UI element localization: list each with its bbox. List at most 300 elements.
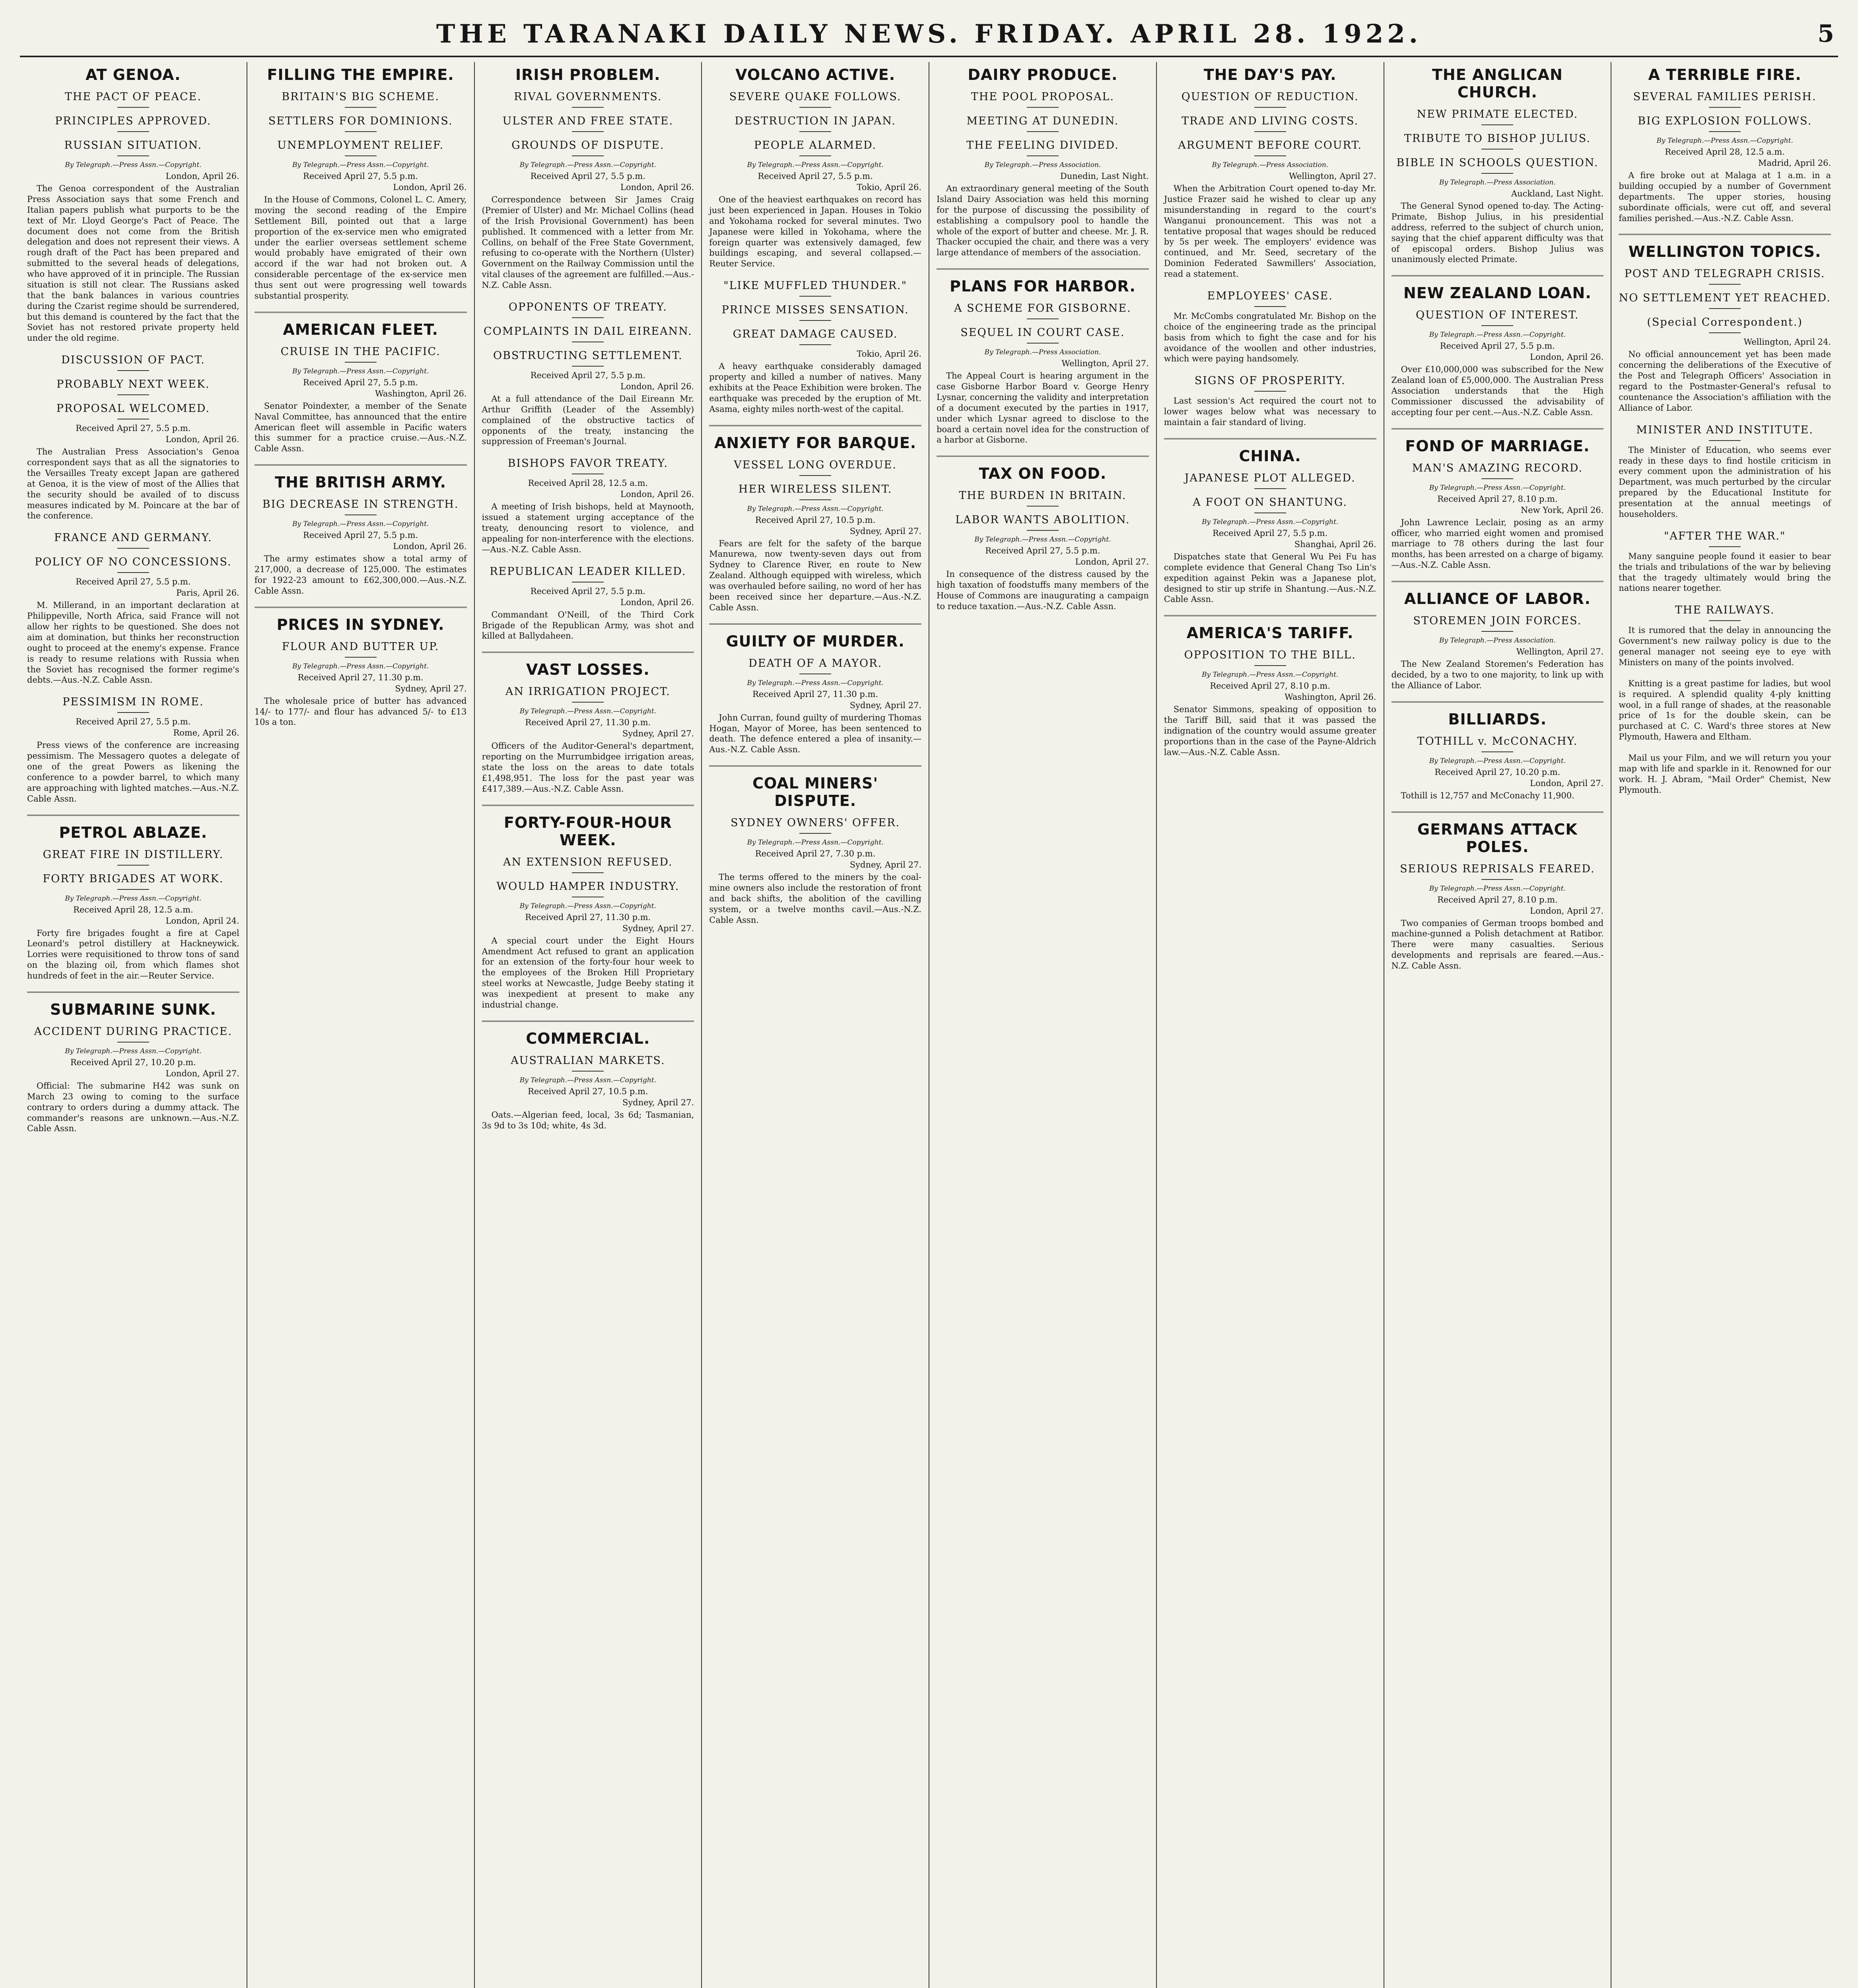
article-subheading: PRINCE MISSES SENSATION.: [721, 304, 909, 316]
article-subheading: VESSEL LONG OVERDUE.: [734, 458, 897, 471]
dash-divider: [345, 155, 377, 156]
dash-divider: [799, 344, 831, 345]
article-subheading: PESSIMISM IN ROME.: [62, 696, 204, 709]
dash-divider: [1027, 343, 1059, 344]
section-divider: [27, 992, 239, 993]
dash-divider: [345, 131, 377, 132]
article-subheading: AUSTRALIAN MARKETS.: [511, 1054, 665, 1067]
article-body: The Genoa correspondent of the Australian Press Association says that some French and Italian papers publish what purports to be the text of Mr. Lloyd George's Pact of Peace. The document does not come from the British delegation and does not represent their views. A rough draft of the Pact has been prepared and submitted to the several heads of delegations, who have approved of it in principle. The Russian situation is still not clear. The Russians asked that the bank balances in various countries during the Czarist regime should be surrendered, but this demand is countered by the fact that the Soviet has not restored private property held under the old regime.: [27, 184, 239, 343]
section-divider: [482, 1021, 694, 1022]
article-body: A fire broke out at Malaga at 1 a.m. in a building occupied by a number of Government departments. The upper stories, housing subordinate officials, were cut off, and several families perished.—Aus.-N.Z. Cable Assn.: [1619, 171, 1831, 223]
article-subheading: NO SETTLEMENT YET REACHED.: [1619, 292, 1831, 305]
article-subheading: ARGUMENT BEFORE COURT.: [1178, 139, 1362, 151]
article-subheading: OPPOSITION TO THE BILL.: [1184, 649, 1356, 662]
article-subheading: AN IRRIGATION PROJECT.: [505, 685, 671, 698]
dash-divider: [1709, 440, 1741, 441]
dash-divider: [1709, 131, 1741, 132]
dash-divider: [1481, 879, 1513, 880]
article-body: Correspondence between Sir James Craig (Premier of Ulster) and Mr. Michael Collins (head of the Irish Provisional Government) has been published. It commenced with a letter from Mr. Collins, on behalf of the Free State Government, refusing to co-operate with the Northern (Ulster) Government on the Railway Commission until the vital clauses of the agreement are fulfilled.—Aus.-N.Z. Cable Assn.: [482, 195, 694, 290]
received-time: Received April 27, 5.5 p.m.: [530, 370, 645, 380]
article-headline: FOND OF MARRIAGE.: [1405, 437, 1590, 455]
article-subheading: A FOOT ON SHANTUNG.: [1193, 496, 1347, 509]
article-subheading: (Special Correspondent.): [1647, 316, 1803, 329]
article-subheading: TRIBUTE TO BISHOP JULIUS.: [1404, 132, 1591, 145]
article-subheading: FLOUR AND BUTTER UP.: [282, 640, 439, 653]
article-body: It is rumored that the delay in announcing the Government's new railway policy is due to the general manager not seeing eye to eye with Ministers on many of the points involved.: [1619, 625, 1831, 667]
article-body: The New Zealand Storemen's Federation has decided, by a two to one majority, to link up with the Alliance of Labor.: [1391, 659, 1604, 690]
article-subheading: AN EXTENSION REFUSED.: [503, 856, 673, 868]
section-divider: [709, 765, 921, 767]
dash-divider: [1481, 173, 1513, 174]
article-body: Dispatches state that General Wu Pei Fu has complete evidence that General Chang Tso Lin's expedition against Pekin was a Japanese plot, designed to stir up strife in Shantung.—Aus.-N.Z. Cable Assn.: [1164, 551, 1376, 604]
section-divider: [1392, 812, 1604, 813]
article-headline: COMMERCIAL.: [526, 1029, 650, 1047]
article: [482, 457, 694, 555]
wire-credit: By Telegraph.—Press Assn.—Copyright.: [1429, 757, 1566, 765]
dateline: Auckland, Last Night.: [1511, 189, 1604, 198]
article: [1164, 66, 1376, 280]
dash-divider: [572, 366, 604, 367]
received-time: Received April 27, 5.5 p.m.: [985, 546, 1100, 556]
wire-credit: By Telegraph.—Press Assn.—Copyright.: [65, 894, 202, 903]
dash-divider: [117, 865, 149, 866]
dateline: Sydney, April 27.: [849, 700, 921, 710]
article: [482, 565, 694, 642]
dateline: Sydney, April 27.: [622, 1097, 694, 1107]
article: [1164, 438, 1376, 605]
article: [709, 765, 921, 925]
dash-divider: [117, 131, 149, 132]
article-body: M. Millerand, in an important declaration at Philippeville, North Africa, said France will not allow her rights to be questioned. She does not aim at domination, but thinks her reconstruction ought to proceed at the enemy's expense. France is ready to resume relations with Russia when the Soviet has recognised the former regime's debts.—Aus.-N.Z. Cable Assn.: [27, 600, 239, 685]
article: [27, 992, 239, 1134]
received-time: Received April 27, 5.5 p.m.: [1213, 528, 1328, 538]
dateline: London, April 26.: [393, 182, 467, 192]
article-subheading: MINISTER AND INSTITUTE.: [1636, 423, 1813, 436]
article-subheading: FRANCE AND GERMANY.: [54, 532, 212, 544]
received-time: Received April 28, 12.5 a.m.: [528, 478, 648, 488]
article-body: Press views of the conference are increasing pessimism. The Messagero quotes a delegate of one of the great Powers as likening the conference to a powder barrel, to which many are approaching with lighted matches.—Aus.-N.Z. Cable Assn.: [27, 740, 239, 804]
dateline: Wellington, April 27.: [1516, 647, 1604, 656]
article-subheading: CRUISE IN THE PACIFIC.: [280, 345, 441, 358]
article-subheading: MAN'S AMAZING RECORD.: [1412, 462, 1583, 474]
dash-divider: [1709, 107, 1741, 108]
dateline: Rome, April 26.: [173, 728, 239, 738]
article-subheading: "LIKE MUFFLED THUNDER.": [723, 280, 908, 292]
article-body: Two companies of German troops bombed and machine-gunned a Polish detachment at Ratibor. There were many casualties. Serious developments and reprisals are feared.—Aus.-N.Z. Cable Assn.: [1391, 918, 1604, 971]
columns: [20, 62, 1838, 1988]
article: [709, 66, 921, 269]
dateline: London, April 26.: [165, 171, 239, 181]
article-body: Fears are felt for the safety of the barque Manurewa, now twenty-seven days out from Sydney to Clarence River, en route to New Zealand. Although equipped with wireless, which was overhauled before sailing, no word of her has been received since her departure.—Aus.-N.Z. Cable Assn.: [709, 538, 921, 612]
article-subheading: POST AND TELEGRAPH CRISIS.: [1624, 268, 1825, 280]
dateline: Washington, April 26.: [1285, 692, 1376, 702]
article-headline: FILLING THE EMPIRE.: [267, 66, 454, 83]
dateline: Wellington, April 27.: [1061, 359, 1149, 369]
article-subheading: SEVERAL FAMILIES PERISH.: [1633, 91, 1817, 103]
received-time: Received April 27, 10.5 p.m.: [528, 1086, 648, 1096]
wire-credit: By Telegraph.—Press Assn.—Copyright.: [1656, 137, 1793, 145]
article: [27, 354, 239, 521]
article-headline: A TERRIBLE FIRE.: [1648, 66, 1802, 83]
article-headline: GERMANS ATTACK POLES.: [1417, 820, 1578, 856]
wire-credit: By Telegraph.—Press Assn.—Copyright.: [1201, 671, 1339, 679]
wire-credit: By Telegraph.—Press Association.: [1439, 179, 1556, 186]
article-body: Forty fire brigades fought a fire at Capel Leonard's petrol distillery at Hackneywick. Lorries were requisitioned to throw tons of sand on the blazing oil, from which flames shot hundreds of feet in the air.—Reuter Service.: [27, 928, 239, 980]
article-subheading: ULSTER AND FREE STATE.: [502, 115, 674, 127]
article-body: Senator Simmons, speaking of opposition to the Tariff Bill, said that it was passed the indignation of the country would assume greater proportions than in the case of the Payne-Aldrich law.—Aus.-N.Z. Cable Assn.: [1164, 705, 1376, 757]
article-body: The army estimates show a total army of 217,000, a decrease of 125,000. The estimates for 1922-23 amount to £62,300,000.—Aus.-N.Z. Cable Assn.: [254, 554, 467, 596]
article-subheading: OPPONENTS OF TREATY.: [508, 301, 667, 313]
article-subheading: POLICY OF NO CONCESSIONS.: [35, 556, 232, 569]
article: [1392, 428, 1604, 571]
article: [255, 66, 467, 301]
dash-divider: [345, 107, 377, 108]
article-subheading: "AFTER THE WAR.": [1664, 530, 1786, 542]
dash-divider: [572, 155, 604, 156]
article: [1392, 581, 1604, 691]
dash-divider: [345, 514, 377, 515]
article-subheading: RUSSIAN SITUATION.: [64, 139, 202, 151]
article-headline: VAST LOSSES.: [526, 661, 650, 679]
section-divider: [255, 607, 467, 608]
received-time: Received April 27, 11.30 p.m.: [297, 672, 424, 682]
received-time: Received April 27, 5.5 p.m.: [303, 530, 418, 540]
dateline: Tokio, April 26.: [857, 349, 921, 359]
received-time: Received April 28, 12.5 a.m.: [73, 905, 193, 914]
article-subheading: DISCUSSION OF PACT.: [61, 354, 205, 367]
article: [1619, 530, 1831, 594]
dash-divider: [1027, 530, 1059, 531]
article-subheading: QUESTION OF INTEREST.: [1416, 309, 1579, 322]
article-headline: ANXIETY FOR BARQUE.: [714, 434, 917, 452]
article-body: In the House of Commons, Colonel L. C. Amery, moving the second reading of the Empire Settlement Bill, pointed out that a large proportion of the ex-service men who emigrated under the earlier overseas settlement scheme would probably have emigrated of their own accord if the war had not broken out. A considerable percentage of the ex-service men thus sent out were progressing well towards substantial prosperity.: [254, 195, 467, 301]
article-subheading: GREAT FIRE IN DISTILLERY.: [43, 848, 224, 861]
article-body: Tothill is 12,757 and McConachy 11,900.: [1401, 790, 1574, 800]
wire-credit: By Telegraph.—Press Association.: [1212, 161, 1329, 169]
dateline: Sydney, April 27.: [622, 729, 694, 739]
article-subheading: BRITAIN'S BIG SCHEME.: [282, 91, 439, 103]
article-body: The terms offered to the miners by the coal-mine owners also include the restoration of front and back shifts, the abolition of the cavilling system, or a twelve months cavil.—Aus.-N.Z. Cable Assn.: [709, 872, 921, 925]
received-time: Received April 27, 8.10 p.m.: [1210, 681, 1330, 691]
wire-credit: By Telegraph.—Press Assn.—Copyright.: [292, 520, 429, 528]
article: [709, 623, 921, 755]
article-body: One of the heaviest earthquakes on record has just been experienced in Japan. Houses in Tokio and Yokohama rocked for several minutes. Two Japanese were killed in Yokohama, where the foreign quarter was extensively damaged, few buildings escaping, and several collapsed.—Reuter Service.: [709, 195, 921, 269]
article-subheading: WOULD HAMPER INDUSTRY.: [496, 880, 680, 893]
article: [1392, 701, 1604, 801]
dash-divider: [1481, 325, 1513, 326]
dash-divider: [117, 155, 149, 156]
dash-divider: [117, 107, 149, 108]
dateline: Sydney, April 27.: [849, 526, 921, 536]
wire-credit: By Telegraph.—Press Assn.—Copyright.: [519, 161, 657, 169]
column: [1611, 62, 1838, 1988]
article-body: Knitting is a great pastime for ladies, but wool is required. A splendid quality 4-ply knitting wool, in a full range of shades, at the reasonable price of 1s for the double skein, can be purchased at C. C. Ward's three stores at New Plymouth, Hawera and Eltham.: [1619, 678, 1831, 742]
article-body: No official announcement yet has been made concerning the deliberations of the Executive of the Post and Telegraph Officers' Association in regard to the Postmaster-General's refusal to countenance the Association's affiliation with the Alliance of Labor.: [1619, 349, 1831, 413]
column: [20, 62, 247, 1988]
wire-credit: By Telegraph.—Press Assn.—Copyright.: [519, 902, 657, 910]
article: [937, 268, 1149, 445]
wire-credit: By Telegraph.—Press Association.: [1439, 637, 1556, 645]
article: [1164, 375, 1376, 428]
article-body: John Curran, found guilty of murdering Thomas Hogan, Mayor of Moree, has been sentenced to death. The defence entered a plea of insanity.—Aus.-N.Z. Cable Assn.: [709, 712, 921, 755]
article-subheading: A SCHEME FOR GISBORNE.: [954, 302, 1131, 315]
article-body: Oats.—Algerian feed, local, 3s 6d; Tasmanian, 3s 9d to 3s 10d; white, 4s 3d.: [482, 1110, 694, 1130]
article: [1619, 234, 1831, 413]
article-subheading: REPUBLICAN LEADER KILLED.: [490, 565, 686, 578]
article-headline: NEW ZEALAND LOAN.: [1403, 284, 1592, 302]
received-time: Received April 27, 5.5 p.m.: [758, 171, 873, 181]
article: [709, 425, 921, 613]
article-subheading: BIG EXPLOSION FOLLOWS.: [1638, 115, 1812, 127]
article: [255, 607, 467, 728]
article: [1392, 66, 1604, 265]
article: [709, 280, 921, 414]
dateline: Washington, April 26.: [375, 388, 467, 398]
dateline: London, April 27.: [1075, 557, 1149, 567]
article-headline: THE BRITISH ARMY.: [275, 474, 447, 491]
dash-divider: [799, 833, 831, 834]
article-headline: COAL MINERS' DISPUTE.: [752, 775, 878, 810]
wire-credit: By Telegraph.—Press Assn.—Copyright.: [1429, 331, 1566, 339]
wire-credit: By Telegraph.—Press Association.: [984, 161, 1101, 169]
article-subheading: SERIOUS REPRISALS FEARED.: [1400, 862, 1595, 875]
article-subheading: MEETING AT DUNEDIN.: [966, 115, 1119, 127]
section-divider: [1164, 615, 1376, 616]
article-body: Last session's Act required the court not to lower wages below what was necessary to maintain a fair standard of living.: [1164, 396, 1376, 427]
article-headline: DAIRY PRODUCE.: [968, 66, 1118, 83]
article-subheading: TRADE AND LIVING COSTS.: [1182, 115, 1359, 127]
received-time: Received April 27, 11.30 p.m.: [525, 912, 651, 922]
dash-divider: [117, 889, 149, 890]
section-divider: [937, 456, 1149, 457]
article-subheading: QUESTION OF REDUCTION.: [1181, 91, 1359, 103]
received-time: Received April 27, 10.20 p.m.: [70, 1057, 196, 1067]
dash-divider: [1027, 506, 1059, 507]
dash-divider: [799, 131, 831, 132]
dateline: London, April 26.: [165, 435, 239, 445]
article-subheading: SEVERE QUAKE FOLLOWS.: [729, 91, 902, 103]
wire-credit: By Telegraph.—Press Assn.—Copyright.: [1429, 483, 1566, 492]
article-subheading: TOTHILL v. McCONACHY.: [1417, 735, 1578, 747]
wire-credit: By Telegraph.—Press Association.: [984, 348, 1101, 357]
article-body: An extraordinary general meeting of the South Island Dairy Association was held this morning for the purpose of discussing the possibility of establishing a compulsory pool to handle the whole of the export of butter and cheese. Mr. J. R. Thacker occupied the chair, and there was a very large attendance of members of the association.: [937, 184, 1149, 258]
article-subheading: COMPLAINTS IN DAIL EIREANN.: [484, 325, 692, 338]
article-headline: TAX ON FOOD.: [979, 465, 1107, 483]
dash-divider: [572, 131, 604, 132]
article-subheading: HER WIRELESS SILENT.: [738, 483, 892, 495]
wire-credit: By Telegraph.—Press Assn.—Copyright.: [65, 161, 202, 169]
received-time: Received April 27, 7.30 p.m.: [755, 849, 876, 859]
column: [475, 62, 702, 1988]
article-headline: IRISH PROBLEM.: [515, 66, 661, 83]
article: [1164, 290, 1376, 364]
section-divider: [709, 425, 921, 426]
dash-divider: [1027, 131, 1059, 132]
received-time: Received April 27, 10.20 p.m.: [1434, 767, 1561, 777]
wire-credit: By Telegraph.—Press Assn.—Copyright.: [747, 839, 884, 847]
dash-divider: [1481, 631, 1513, 632]
article-headline: WELLINGTON TOPICS.: [1628, 243, 1821, 261]
column: [247, 62, 475, 1988]
article-subheading: SIGNS OF PROSPERITY.: [1194, 375, 1346, 387]
article-headline: CHINA.: [1239, 447, 1301, 465]
article-subheading: SEQUEL IN COURT CASE.: [960, 326, 1125, 339]
article: [27, 815, 239, 981]
article-subheading: THE POOL PROPOSAL.: [971, 91, 1114, 103]
dash-divider: [799, 107, 831, 108]
article-headline: BILLIARDS.: [1448, 710, 1547, 728]
article-headline: VOLCANO ACTIVE.: [735, 66, 896, 83]
article-subheading: STOREMEN JOIN FORCES.: [1413, 615, 1582, 627]
dash-divider: [1254, 665, 1286, 666]
article-subheading: JAPANESE PLOT ALLEGED.: [1184, 472, 1356, 484]
article-headline: PLANS FOR HARBOR.: [949, 278, 1136, 295]
dateline: London, April 26.: [393, 542, 467, 551]
received-time: Received April 27, 5.5 p.m.: [303, 171, 418, 181]
column: [929, 62, 1157, 1988]
dash-divider: [117, 548, 149, 549]
dateline: London, April 26.: [1530, 352, 1604, 362]
dash-divider: [572, 1071, 604, 1072]
dash-divider: [799, 499, 831, 500]
article-subheading: GREAT DAMAGE CAUSED.: [733, 328, 898, 341]
article-body: A heavy earthquake considerably damaged property and killed a number of natives. Many exhibits at the Peace Exhibition were broken. The earthquake was preceded by the eruption of Mt. Asama, eighty miles north-west of the capital.: [709, 361, 921, 414]
dash-divider: [1481, 478, 1513, 479]
article: [255, 464, 467, 596]
article-subheading: DESTRUCTION IN JAPAN.: [735, 115, 896, 127]
dateline: Shanghai, April 26.: [1294, 539, 1376, 549]
dash-divider: [799, 475, 831, 476]
dateline: Wellington, April 24.: [1743, 337, 1831, 347]
dash-divider: [117, 370, 149, 371]
dateline: New York, April 26.: [1520, 505, 1604, 515]
dash-divider: [1709, 620, 1741, 621]
article-headline: FORTY-FOUR-HOUR WEEK.: [503, 813, 672, 849]
article-body: A special court under the Eight Hours Amendment Act refused to grant an application for an extension of the forty-four hour week to the employees of the Broken Hill Proprietary steel works at Newcastle, Judge Beeby stating it was inexpedient at present to make any industrial change.: [482, 936, 694, 1010]
article: [1619, 604, 1831, 668]
section-divider: [1392, 581, 1604, 582]
article-subheading: SETTLERS FOR DOMINIONS.: [268, 115, 453, 127]
section-divider: [709, 623, 921, 625]
dash-divider: [572, 107, 604, 108]
section-divider: [1392, 701, 1604, 703]
article-headline: AMERICAN FLEET.: [283, 320, 438, 338]
article-subheading: PROBABLY NEXT WEEK.: [56, 378, 210, 391]
article-headline: AT GENOA.: [86, 66, 181, 83]
wire-credit: By Telegraph.—Press Assn.—Copyright.: [747, 161, 884, 169]
dash-divider: [1027, 155, 1059, 156]
received-time: Received April 27, 5.5 p.m.: [76, 423, 191, 433]
wire-credit: By Telegraph.—Press Assn.—Copyright.: [1201, 518, 1339, 526]
dash-divider: [117, 394, 149, 395]
dash-divider: [1481, 124, 1513, 125]
dash-divider: [572, 702, 604, 703]
dateline: London, April 27.: [1530, 906, 1604, 916]
section-divider: [1392, 275, 1604, 276]
dash-divider: [1481, 751, 1513, 752]
section-divider: [255, 312, 467, 313]
dash-divider: [799, 320, 831, 321]
article-body: Mail us your Film, and we will return you your map with life and sparkle in it. Renowned for our work. H. J. Abram, "Mail Order" Chemist, New Plymouth.: [1619, 753, 1831, 795]
dateline: Madrid, April 26.: [1758, 158, 1831, 168]
received-time: Received April 27, 5.5 p.m.: [530, 171, 645, 181]
masthead: [20, 12, 1838, 57]
dash-divider: [1709, 308, 1741, 309]
article-headline: PRICES IN SYDNEY.: [276, 615, 445, 633]
article-body: Mr. McCombs congratulated Mr. Bishop on the choice of the engineering trade as the principal basis from which to fight the case and for his avoidance of the woollen and other industries, which were paying handsomely.: [1164, 311, 1376, 364]
dash-divider: [799, 296, 831, 297]
article-subheading: THE BURDEN IN BRITAIN.: [959, 489, 1127, 502]
article: [482, 652, 694, 794]
received-time: Received April 27, 5.5 p.m.: [1440, 341, 1555, 351]
wire-credit: By Telegraph.—Press Assn.—Copyright.: [292, 662, 429, 670]
wire-credit: By Telegraph.—Press Assn.—Copyright.: [519, 1076, 657, 1084]
dash-divider: [1709, 546, 1741, 547]
dateline: London, April 26.: [620, 381, 694, 391]
article: [482, 301, 694, 447]
received-time: Received April 27, 5.5 p.m.: [530, 586, 645, 596]
article: [1392, 275, 1604, 417]
dash-divider: [1254, 107, 1286, 108]
article: [1619, 424, 1831, 520]
received-time: Received April 27, 8.10 p.m.: [1437, 494, 1558, 504]
dateline: Tokio, April 26.: [857, 182, 921, 192]
dateline: Wellington, April 27.: [1289, 171, 1376, 181]
masthead-title: THE TARANAKI DAILY NEWS. FRIDAY. APRIL 28. 1922.: [436, 19, 1422, 49]
received-time: Received April 28, 12.5 a.m.: [1665, 147, 1785, 157]
article-subheading: THE RAILWAYS.: [1675, 604, 1775, 617]
article-body: In consequence of the distress caused by the high taxation of foodstuffs many members of the House of Commons are inaugurating a campaign to reduce taxation.—Aus.-N.Z. Cable Assn.: [937, 569, 1149, 611]
article-subheading: THE FEELING DIVIDED.: [966, 139, 1119, 151]
article: [1619, 678, 1831, 742]
dash-divider: [572, 872, 604, 873]
article-subheading: BISHOPS FAVOR TREATY.: [507, 457, 669, 470]
article: [255, 312, 467, 454]
article-subheading: PROPOSAL WELCOMED.: [56, 402, 210, 415]
article-body: The Appeal Court is hearing argument in the case Gisborne Harbor Board v. George Henry Lysnar, concerning the validity and interpretation of a document executed by the parties in 1917, under which Lysnar agreed to disclose to the board a certain novel idea for the construction of a harbor at Gisborne.: [937, 371, 1149, 445]
article-body: Senator Poindexter, a member of the Senate Naval Committee, has announced that the entire American fleet will assemble in Pacific waters this summer for a practice cruise.—Aus.-N.Z. Cable Assn.: [254, 401, 467, 454]
article-subheading: OBSTRUCTING SETTLEMENT.: [493, 349, 683, 362]
dash-divider: [1027, 107, 1059, 108]
article: [482, 805, 694, 1010]
article-headline: SUBMARINE SUNK.: [50, 1000, 216, 1018]
article-body: John Lawrence Leclair, posing as an army officer, who married eight women and promised marriage to 78 others during the last four months, has been arrested on a charge of bigamy.—Aus.-N.Z. Cable Assn.: [1391, 517, 1604, 570]
article: [1164, 615, 1376, 757]
dash-divider: [117, 1042, 149, 1043]
article-body: Many sanguine people found it easier to bear the trials and tribulations of the war by believing that the tragedy ultimately would bring the nations nearer together.: [1619, 551, 1831, 593]
article-body: Officers of the Auditor-General's department, reporting on the Murrumbidgee irrigation areas, state the loss on the areas to date totals £1,498,951. The loss for the past year was £417,389.—Aus.-N.Z. Cable Assn.: [482, 741, 694, 794]
dash-divider: [572, 317, 604, 318]
wire-credit: By Telegraph.—Press Assn.—Copyright.: [292, 161, 429, 169]
received-time: Received April 27, 5.5 p.m.: [76, 717, 191, 727]
dash-divider: [1254, 131, 1286, 132]
article-headline: THE DAY'S PAY.: [1203, 66, 1337, 83]
article-subheading: UNEMPLOYMENT RELIEF.: [277, 139, 444, 151]
article-body: A meeting of Irish bishops, held at Maynooth, issued a statement urging acceptance of the treaty, denouncing resort to violence, and appealing for non-interference with the elections.—Aus.-N.Z. Cable Assn.: [482, 502, 694, 554]
dateline: Paris, April 26.: [176, 588, 239, 598]
dash-divider: [345, 657, 377, 658]
article-subheading: LABOR WANTS ABOLITION.: [955, 514, 1130, 526]
page-number: 5: [1817, 20, 1834, 48]
article-subheading: SYDNEY OWNERS' OFFER.: [731, 817, 900, 829]
column: [1157, 62, 1384, 1988]
dash-divider: [799, 155, 831, 156]
dash-divider: [1027, 318, 1059, 319]
received-time: Received April 27, 11.30 p.m.: [525, 718, 651, 728]
section-divider: [1619, 234, 1831, 235]
article-body: At a full attendance of the Dail Eireann Mr. Arthur Griffith (Leader of the Assembly) complained of the obstructive tactics of opponents of the treaty, instancing the suppression of Freeman's Journal.: [482, 394, 694, 447]
dateline: London, April 27.: [165, 1068, 239, 1078]
